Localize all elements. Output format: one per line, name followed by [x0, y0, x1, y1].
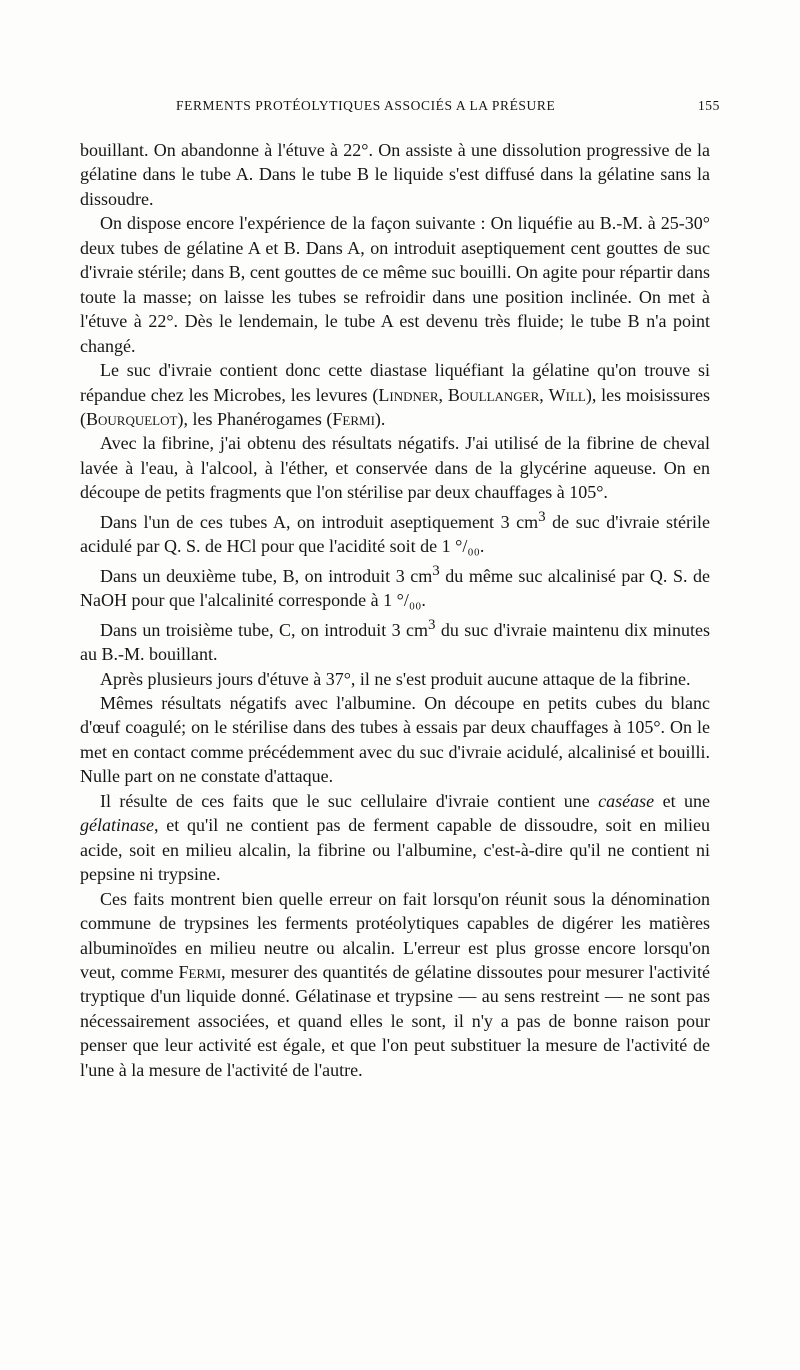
author-name: Fermi: [332, 408, 375, 429]
author-name: Bourquelot: [86, 408, 178, 429]
author-name: Lindner: [378, 384, 439, 405]
page-number: 155: [697, 98, 720, 113]
paragraph-experiment-setup: On dispose encore l'expérience de la façon suivante : On liquéfie au B.-M. à 25-30° deux tubes de gélatine A et B. Dans A, on introduit aseptiquement cent gouttes de suc d'ivraie stérile; dans B, cent gouttes de ce même suc bouilli. On agite pour répartir dans toute la masse; on laisse les tubes se refroidir dans une position inclinée. On met à l'étuve à 22°. Dès le lendemain, le tube A est devenu très fluide; le tube B n'a point changé.: [80, 213, 710, 356]
author-name: Will: [548, 384, 586, 405]
paragraph-tube-a: Dans l'un de ces tubes A, on introduit aseptiquement 3 $cm^3$ de suc d'ivraie stérile acidulé par Q. S. de HCl pour que l'acidité soit de 1 °/₀₀.: [80, 508, 710, 557]
paragraph-result: Il résulte de ces faits que le suc cellulaire d'ivraie contient une caséase et une gélatinase, et qu'il ne contient pas de ferment capable de dissoudre, soit en milieu acide, soit en milieu alcalin, la fibrine ou l'albumine, c'est-à-dire qu'il ne contient ni pepsine ni trypsine.: [80, 790, 710, 885]
paragraph-fibrin: Avec la fibrine, j'ai obtenu des résultats négatifs. J'ai utilisé de la fibrine de cheval lavée à l'eau, à l'alcool, à l'éther, et conservée dans de la glycérine aqueuse. On en découpe de petits fragments que l'on stérilise par deux chauffages à 105°.: [80, 433, 710, 503]
body-text: [80, 138, 710, 1082]
author-name: Fermi: [178, 961, 222, 982]
paragraph-continued: bouillant. On abandonne à l'étuve à 22°. On assiste à une dissolution progressive de la gélatine dans le tube A. Dans le tube B le liquide s'est diffusé dans la gélatine sans la dissoudre.: [80, 140, 710, 209]
paragraph-albumin: Mêmes résultats négatifs avec l'albumine. On découpe en petits cubes du blanc d'œuf coagulé; on le stérilise dans des tubes à essais par deux chauffages à 105°. On le met en contact comme précédemment avec du suc d'ivraie acidulé, alcalinisé et bouilli. Nulle part on ne constate d'attaque.: [80, 692, 710, 787]
italic-term: gélatinase: [80, 815, 154, 836]
italic-term: caséase: [598, 790, 655, 811]
paragraph-tube-c: Dans un troisième tube, C, on introduit 3 $cm^3$ du suc d'ivraie maintenu dix minutes au B.-M. bouillant.: [80, 616, 710, 665]
paragraph-fibrin-result: Après plusieurs jours d'étuve à 37°, il ne s'est produit aucune attaque de la fibrine.: [100, 668, 691, 689]
running-header: [80, 92, 720, 118]
running-title: FERMENTS PROTÉOLYTIQUES ASSOCIÉS A LA PRÉSURE: [176, 98, 556, 113]
superscript: 3: [428, 616, 436, 633]
permille-sign: °/₀₀: [396, 590, 422, 611]
author-name: Boullanger: [447, 384, 540, 405]
permille-sign: °/₀₀: [455, 536, 480, 557]
superscript: 3: [538, 508, 546, 525]
paragraph-gelatinase-conclusion: Le suc d'ivraie contient donc cette diastase liquéfiant la gélatine qu'on trouve si répandue chez les Microbes, les levures (Lindner, Boullanger, Will), les moisissures (Bourquelot), les Phanérogames (Fermi).: [80, 360, 711, 429]
superscript: 3: [432, 562, 440, 579]
paragraph-final: Ces faits montrent bien quelle erreur on fait lorsqu'on réunit sous la dénomination commune de trypsines les ferments protéolytiques capables de digérer les matières albuminoïdes en milieu neutre ou alcalin. L'erreur est plus grosse encore lorsqu'on veut, comme Fermi, mesurer des quantités de gélatine dissoutes pour mesurer l'activité tryptique d'un liquide donné. Gélatinase et trypsine — au sens restreint — ne sont pas nécessairement associées, et quand elles le sont, il n'y a pas de bonne raison pour penser que leur activité est égale, et que l'on peut substituer la mesure de l'activité de l'une à la mesure de l'activité de l'autre.: [80, 888, 710, 1080]
paragraph-tube-b: Dans un deuxième tube, B, on introduit 3 $cm^3$ du même suc alcalinisé par Q. S. de NaOH pour que l'alcalinité corresponde à 1 °/₀₀.: [80, 562, 710, 611]
